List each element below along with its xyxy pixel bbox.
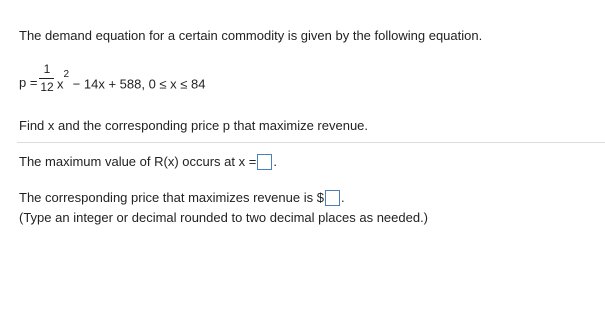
equation-exponent: 2	[63, 69, 70, 80]
equation-variable: x	[57, 76, 64, 92]
question-task: Find x and the corresponding price p that maximize revenue.	[19, 118, 369, 133]
equation-terms	[57, 69, 206, 92]
price-answer-suffix: .	[340, 190, 345, 205]
max-answer-row	[19, 154, 277, 170]
price-answer-box[interactable]	[325, 190, 340, 206]
max-x-answer-box[interactable]	[257, 154, 272, 170]
equation-fraction	[38, 62, 56, 96]
equation-lhs: p =	[19, 75, 38, 90]
fraction-numerator: 1	[43, 62, 51, 76]
fraction-bar	[39, 78, 54, 79]
max-answer-suffix: .	[273, 154, 277, 169]
section-divider	[17, 142, 605, 143]
answer-format-note: (Type an integer or decimal rounded to two decimal places as needed.)	[19, 210, 429, 225]
price-answer-row	[19, 190, 345, 206]
question-intro: The demand equation for a certain commodity is given by the following equation.	[19, 28, 483, 43]
equation-rest: − 14x + 588, 0 ≤ x ≤ 84	[69, 76, 206, 92]
price-answer-prompt: The corresponding price that maximizes revenue is $	[19, 190, 324, 205]
max-answer-prompt: The maximum value of R(x) occurs at x =	[19, 154, 257, 169]
fraction-denominator: 12	[40, 80, 54, 94]
